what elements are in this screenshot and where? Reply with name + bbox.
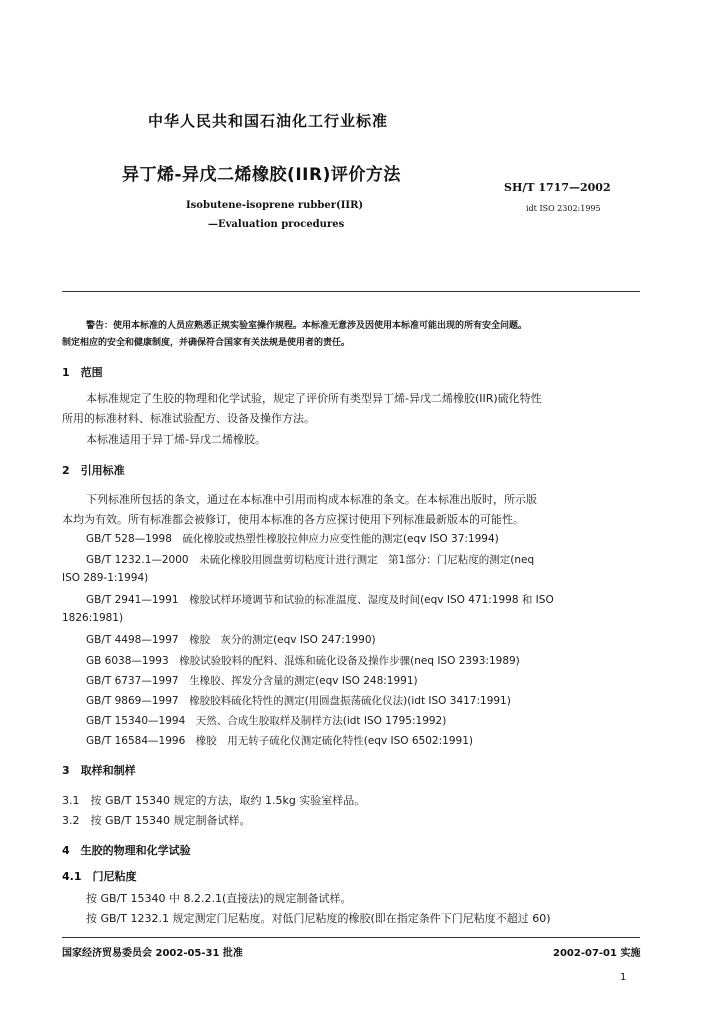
reference-item: GB/T 9869—1997 橡胶胶料硫化特性的测定(用圆盘振荡硫化仪法)(idt ISO 3417:1991) (86, 695, 511, 707)
reference-item: GB/T 4498—1997 橡胶 灰分的测定(eqv ISO 247:1990) (86, 634, 376, 646)
section-1-heading: 1 范围 (62, 366, 103, 379)
page-number: 1 (620, 972, 627, 983)
footer-divider (62, 937, 640, 938)
standard-title-en-line2: —Evaluation procedures (208, 219, 345, 230)
section-2-paragraph-line1: 下列标准所包括的条文，通过在本标准中引用而构成本标准的条文。在本标准出版时，所示版 (86, 493, 537, 506)
section-1-scope: 本标准适用于异丁烯-异戊二烯橡胶。 (86, 433, 266, 446)
reference-item: GB/T 2941—1991 橡胶试样环境调节和试验的标准温度、湿度及时间(eqv ISO 471:1998 和 ISO (86, 594, 554, 606)
reference-item: GB/T 1232.1—2000 未硫化橡胶用圆盘剪切粘度计进行测定 第1部分：门尼粘度的测定(neq (86, 554, 535, 566)
section-2-heading: 2 引用标准 (62, 464, 125, 477)
reference-item: GB/T 16584—1996 橡胶 用无转子硫化仪测定硫化特性(eqv ISO 6502:1991) (86, 735, 473, 747)
warning-line2: 制定相应的安全和健康制度，并确保符合国家有关法规是使用者的责任。 (62, 338, 351, 348)
standard-number: SH/T 1717—2002 (504, 181, 611, 194)
reference-item: GB/T 6737—1997 生橡胶、挥发分含量的测定(eqv ISO 248:1991) (86, 675, 418, 687)
effective-date: 2002-07-01 实施 (553, 948, 641, 959)
warning-line1: 警告：使用本标准的人员应熟悉正规实验室操作规程。本标准无意涉及因使用本标准可能出现的所有安全问题。 (86, 321, 528, 331)
clause-3-2: 3.2 按 GB/T 15340 规定制备试样。 (62, 814, 251, 827)
section-1-paragraph-line1: 本标准规定了生胶的物理和化学试验，规定了评价所有类型异丁烯-异戊二烯橡胶(IIR)硫化特性 (86, 392, 542, 405)
approval-info: 国家经济贸易委员会 2002-05-31 批准 (62, 948, 243, 959)
header-divider (62, 291, 640, 292)
clause-4-1-paragraph1: 按 GB/T 15340 中 8.2.2.1(直接法)的规定制备试样。 (86, 892, 352, 905)
standard-title-cn: 异丁烯-异戊二烯橡胶(IIR)评价方法 (122, 165, 401, 185)
standard-title-en-line1: Isobutene-isoprene rubber(IIR) (186, 200, 364, 211)
section-2-paragraph-line2: 本均为有效。所有标准都会被修订，使用本标准的各方应探讨使用下列标准最新版本的可能性。 (62, 513, 524, 526)
reference-item-continued: ISO 289-1:1994) (62, 572, 149, 584)
reference-item: GB/T 15340—1994 天然、合成生胶取样及制样方法(idt ISO 1795:1992) (86, 715, 447, 727)
clause-3-1: 3.1 按 GB/T 15340 规定的方法，取约 1.5kg 实验室样品。 (62, 794, 366, 807)
section-4-heading: 4 生胶的物理和化学试验 (62, 844, 191, 857)
clause-4-1-heading: 4.1 门尼粘度 (62, 870, 137, 883)
standard-idt: idt ISO 2302:1995 (526, 204, 601, 213)
issuing-body-title: 中华人民共和国石油化工行业标准 (148, 112, 389, 130)
section-1-paragraph-line2: 所用的标准材料、标准试验配方、设备及操作方法。 (62, 412, 315, 425)
reference-item: GB 6038—1993 橡胶试验胶料的配料、混炼和硫化设备及操作步骤(neq ISO 2393:1989) (86, 655, 520, 667)
reference-item-continued: 1826:1981) (62, 612, 124, 624)
clause-4-1-paragraph2: 按 GB/T 1232.1 规定测定门尼粘度。对低门尼粘度的橡胶(即在指定条件下门尼粘度不超过 60) (86, 912, 551, 925)
section-3-heading: 3 取样和制样 (62, 764, 136, 777)
reference-item: GB/T 528—1998 硫化橡胶或热塑性橡胶拉伸应力应变性能的测定(eqv ISO 37:1994) (86, 533, 499, 545)
